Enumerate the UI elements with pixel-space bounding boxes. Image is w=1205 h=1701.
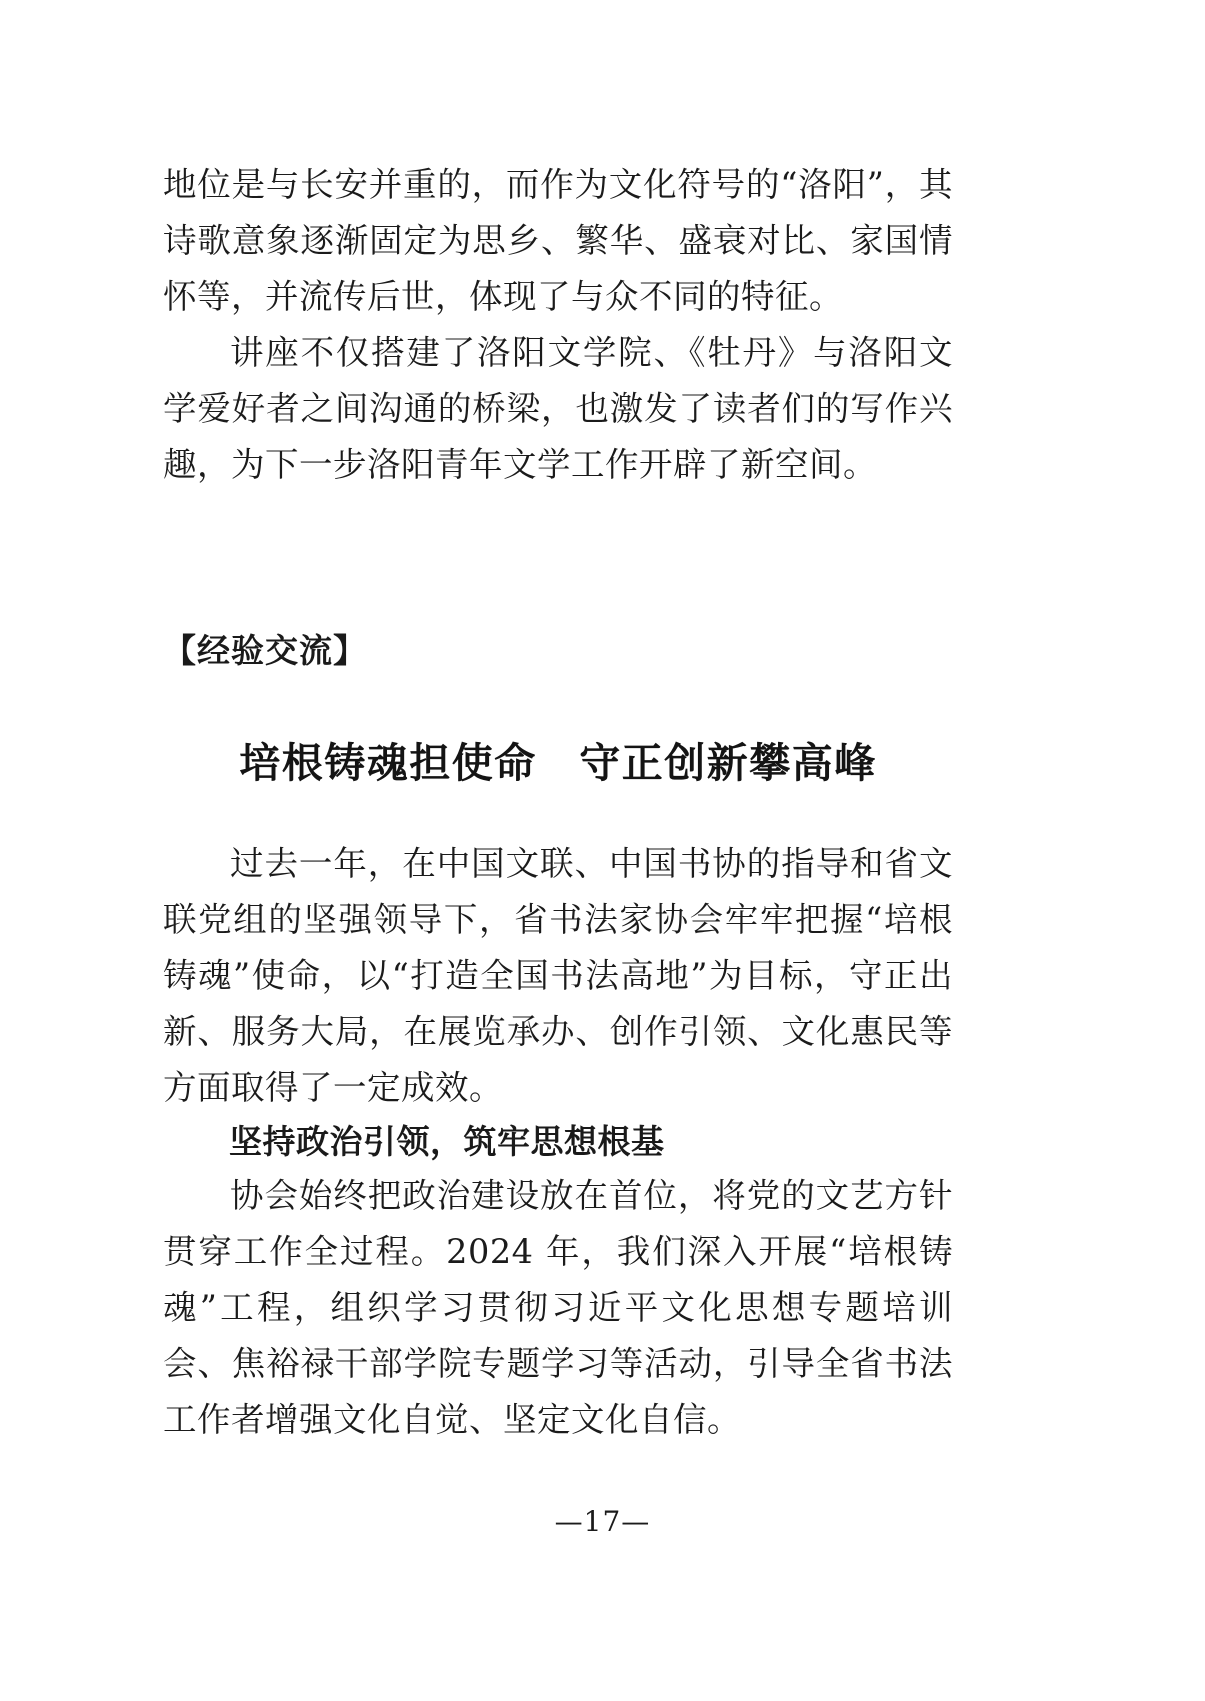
article-title-block xyxy=(163,733,953,793)
paragraph-article-intro: 过去一年，在中国文联、中国书协的指导和省文联党组的坚强领导下，省书法家协会牢牢把握“培根铸魂”使命，以“打造全国书法高地”为目标，守正出新、服务大局，在展览承办、创作引领、文化惠民等方面取得了一定成效。 xyxy=(163,844,953,1107)
article-sub-heading: 坚持政治引领，筑牢思想根基 xyxy=(229,1123,665,1160)
article-body-block xyxy=(163,836,953,1448)
paragraph-continuation: 地位是与长安并重的，而作为文化符号的“洛阳”，其诗歌意象逐渐固定为思乡、繁华、盛衰对比、家国情怀等，并流传后世，体现了与众不同的特征。 xyxy=(163,165,953,316)
paragraph-political-guidance: 协会始终把政治建设放在首位，将党的文艺方针贯穿工作全过程。2024 年，我们深入开展“培根铸魂”工程，组织学习贯彻习近平文化思想专题培训会、焦裕禄干部学院专题学习等活动，引导全省书法工作者增强文化自觉、坚定文化自信。 xyxy=(163,1176,953,1439)
article-title: 培根铸魂担使命 守正创新攀高峰 xyxy=(239,739,877,787)
section-label-block xyxy=(163,627,953,675)
top-text-block xyxy=(163,157,953,493)
page-number: —17— xyxy=(554,1505,651,1538)
paragraph-lecture: 讲座不仅搭建了洛阳文学院、《牡丹》与洛阳文学爱好者之间沟通的桥梁，也激发了读者们的写作兴趣，为下一步洛阳青年文学工作开辟了新空间。 xyxy=(163,333,953,484)
section-label-experience-exchange: 【经验交流】 xyxy=(163,632,367,669)
page-content-column xyxy=(163,0,953,1701)
